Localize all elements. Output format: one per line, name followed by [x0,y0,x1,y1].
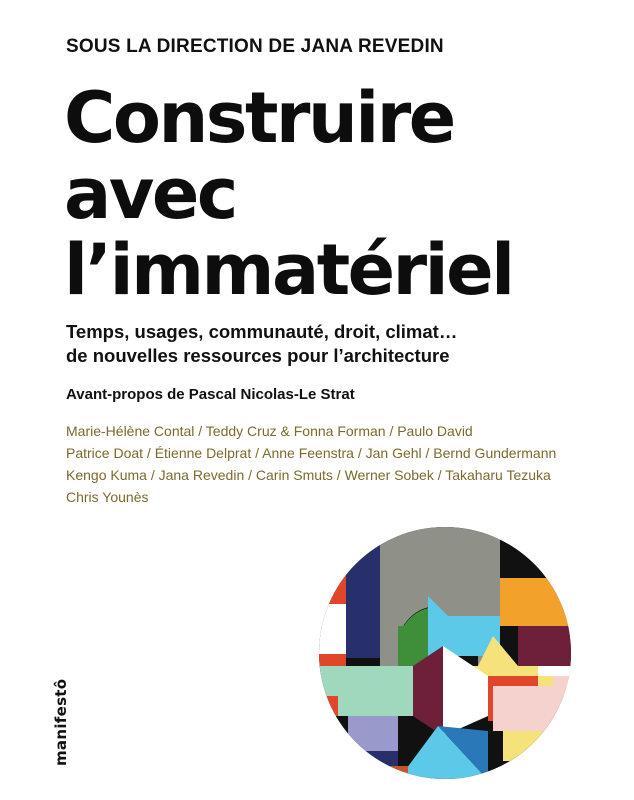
contributors-line-1: Marie-Hélène Contal / Teddy Cruz & Fonna Forman / Paulo David [66,423,473,439]
title-line-3: l’immatériel [64,229,513,311]
subtitle-line-1: Temps, usages, communauté, droit, climat… [66,321,458,342]
contributors-line-4: Chris Younès [66,489,149,505]
title-line-1: Construire [64,77,454,159]
abstract-circle-artwork [318,526,572,780]
book-subtitle [66,320,457,368]
contributors-line-3: Kengo Kuma / Jana Revedin / Carin Smuts / Werner Sobek / Takaharu Tezuka [66,467,551,483]
editor-credit: SOUS LA DIRECTION DE JANA REVEDIN [66,36,444,57]
title-line-2: avec [64,153,236,235]
subtitle-line-2: de nouvelles ressources pour l’architecture [66,345,450,366]
contributors-line-2: Patrice Doat / Étienne Delprat / Anne Feenstra / Jan Gehl / Bernd Gundermann [66,445,557,461]
publisher-logo: manifestô [52,678,70,766]
contributors-list [66,420,556,508]
foreword-credit: Avant-propos de Pascal Nicolas-Le Strat [66,386,355,403]
book-title [64,77,513,311]
